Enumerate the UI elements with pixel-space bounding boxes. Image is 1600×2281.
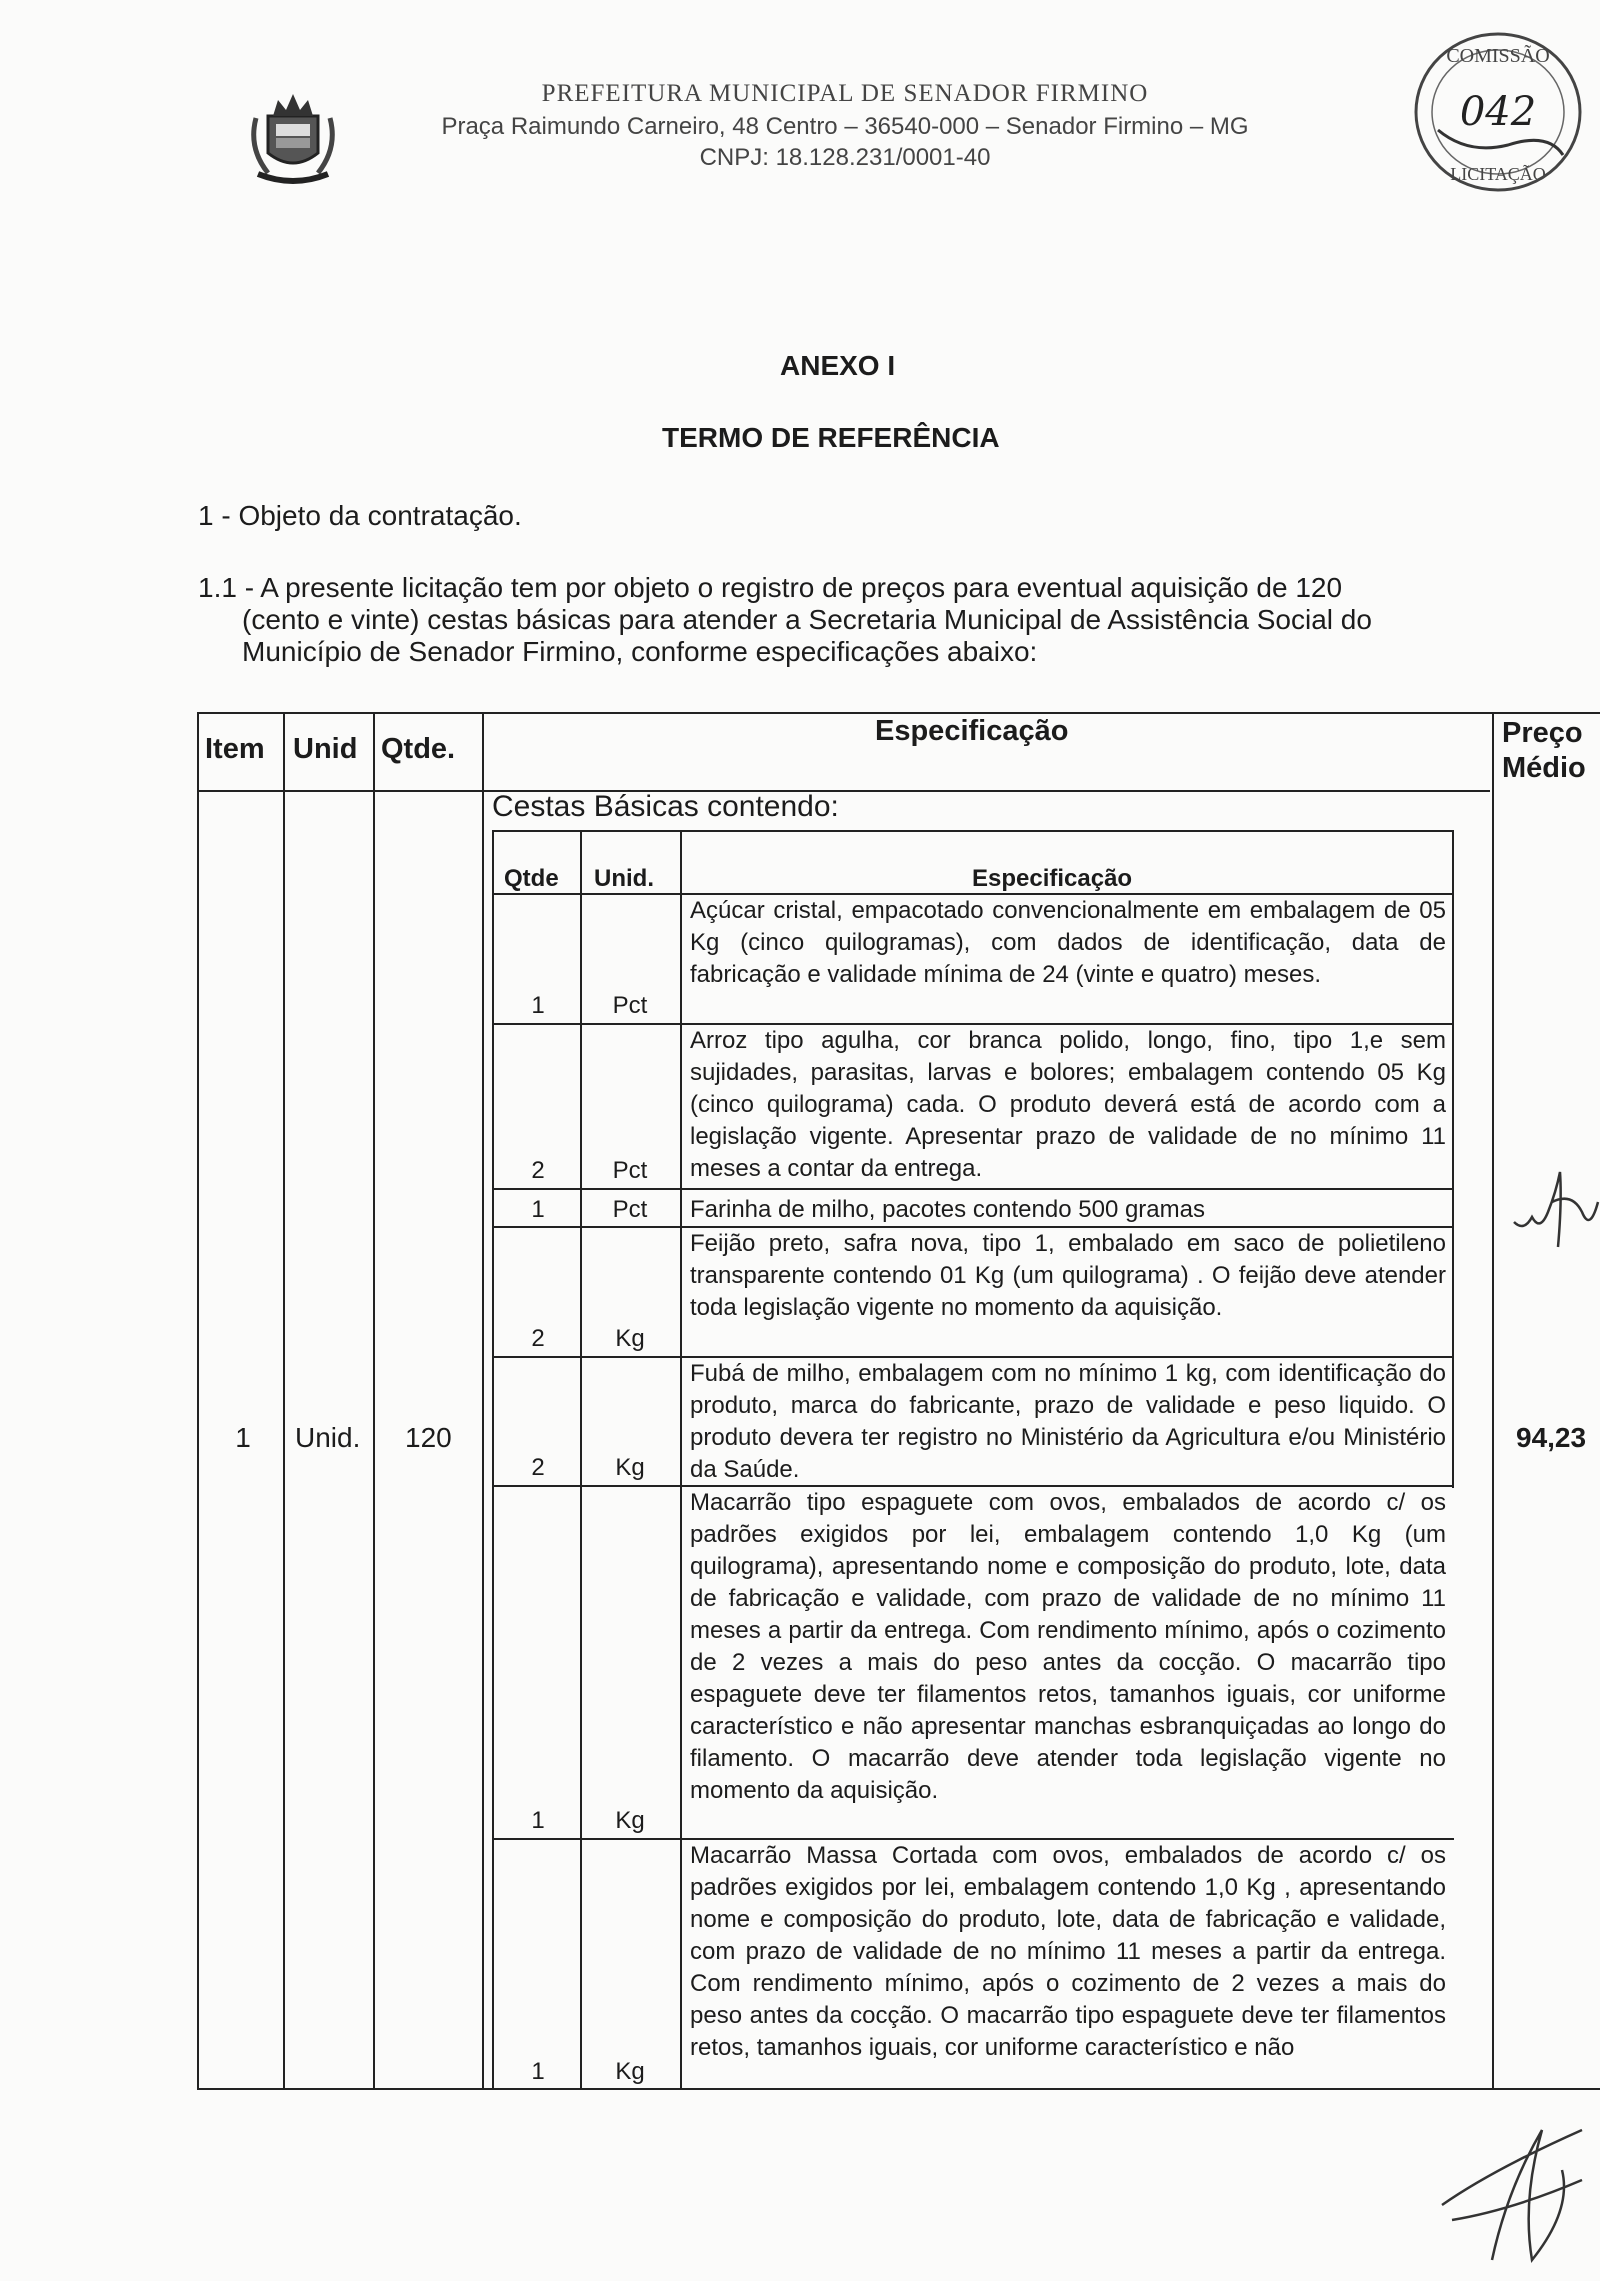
commission-stamp: [1398, 20, 1598, 200]
row-unit: Unid.: [295, 1422, 361, 1453]
annex-title: ANEXO I: [780, 350, 896, 381]
column-header-item: Item: [205, 733, 265, 765]
paragraph-line: 1.1 - A presente licitação tem por objeto o registro de preços para eventual aquisição de 120: [198, 572, 1343, 603]
inner-row-spec: Feijão preto, safra nova, tipo 1, embalado em saco de polietileno transparente contendo 01 Kg (um quilograma) . O feijão deve atender toda legislação vigente no momento da aquisição.: [690, 1230, 1446, 1321]
inner-row-spec: Farinha de milho, pacotes contendo 500 gramas: [690, 1196, 1205, 1223]
seal-bottom-text: LICITAÇÃO: [1450, 164, 1546, 184]
column-header-price-2: Médio: [1502, 752, 1586, 784]
seal-top-text: COMISSÃO: [1446, 45, 1550, 67]
paragraph-line: (cento e vinte) cestas básicas para atender a Secretaria Municipal de Assistência Social do: [242, 604, 1372, 635]
row-item-number: 1: [235, 1422, 251, 1453]
inner-row-quantity: 2: [531, 1454, 545, 1481]
column-header-quantity: Qtde.: [381, 733, 456, 765]
column-header-specification: Especificação: [875, 715, 1069, 747]
handwritten-initials-icon: [1512, 1162, 1600, 1252]
column-header-price: Preço: [1502, 717, 1583, 749]
inner-row-spec: Macarrão tipo espaguete com ovos, embalados de acordo c/ os padrões exigidos por lei, embalagem contendo 1,0 Kg (um quilograma), apresentando nome e composição do produto, lote, data de fabricação e validade, com prazo de validade de no mínimo 11 meses a partir da entrega. Com rendimento mínimo, após o cozimento de 2 vezes a mais do peso antes da cocção. O macarrão tipo espaguete deve ter filamentos retos, tamanhos iguais, cor uniforme característico e não apresentar manchas esbranquiçadas ao longo do filamento. O macarrão deve atender toda legislação vigente no momento da aquisição.: [690, 1489, 1446, 1804]
section-heading: 1 - Objeto da contratação.: [198, 500, 522, 531]
inner-row-spec: Fubá de milho, embalagem com no mínimo 1 kg, com identificação do produto, marca do fabricante, prazo de validade e peso liquido. O produto devera ter registro no Ministério da Agricultura e/ou Ministério da Saúde.: [690, 1360, 1446, 1483]
column-header-unit: Unid: [293, 733, 358, 765]
paragraph-line: Município de Senador Firmino, conforme especificações abaixo:: [242, 636, 1038, 667]
inner-header-unit: Unid.: [594, 865, 654, 892]
basket-title: Cestas Básicas contendo:: [492, 790, 839, 823]
seal-number: 042: [1459, 89, 1537, 135]
inner-row-unit: Pct: [612, 1196, 648, 1223]
inner-header-quantity: Qtde: [504, 865, 559, 892]
municipality-cnpj: CNPJ: 18.128.231/0001-40: [699, 144, 991, 171]
inner-row-quantity: 1: [531, 1807, 545, 1834]
inner-row-spec: Arroz tipo agulha, cor branca polido, longo, fino, tipo 1,e sem sujidades, parasitas, larvas e bolores; embalagem contendo 05 Kg (cinco quilograma) cada. O produto deverá está de acordo com a legislação vigente. Apresentar prazo de validade de no mínimo 11 meses a contar da entrega.: [690, 1027, 1446, 1182]
municipal-crest-icon: [238, 78, 348, 188]
inner-row-quantity: 2: [531, 1325, 545, 1352]
document-title: TERMO DE REFERÊNCIA: [662, 422, 1000, 453]
inner-header-specification: Especificação: [972, 865, 1133, 892]
inner-row-spec: Açúcar cristal, empacotado convencionalmente em embalagem de 05 Kg (cinco quilogramas), com dados de identificação, data de fabricação e validade mínima de 24 (vinte e quatro) meses.: [690, 897, 1446, 988]
handwritten-signature-icon: [1432, 2110, 1592, 2270]
inner-row-quantity: 1: [531, 2058, 545, 2085]
inner-row-unit: Pct: [612, 992, 648, 1019]
inner-row-unit: Kg: [615, 1454, 645, 1481]
row-quantity: 120: [405, 1422, 452, 1453]
municipality-name: PREFEITURA MUNICIPAL DE SENADOR FIRMINO: [541, 80, 1149, 107]
municipality-address: Praça Raimundo Carneiro, 48 Centro – 36540-000 – Senador Firmino – MG: [441, 113, 1249, 140]
inner-row-quantity: 1: [531, 992, 545, 1019]
row-average-price: 94,23: [1516, 1422, 1587, 1453]
inner-row-unit: Kg: [615, 1807, 645, 1834]
inner-row-quantity: 1: [531, 1196, 545, 1223]
inner-row-unit: Kg: [615, 1325, 645, 1352]
inner-row-unit: Pct: [612, 1157, 648, 1184]
inner-row-spec: Macarrão Massa Cortada com ovos, embalados de acordo c/ os padrões exigidos por lei, embalagem contendo 1,0 Kg , apresentando nome e composição do produto, lote, data de fabricação e validade, com prazo de validade de no mínimo 11 meses a partir da entrega. Com rendimento mínimo, após o cozimento de 2 vezes a mais do peso antes da cocção. O macarrão tipo espaguete deve ter filamentos retos, tamanhos iguais, cor uniforme característico e não: [690, 1842, 1446, 2061]
inner-row-unit: Kg: [615, 2058, 645, 2085]
inner-row-quantity: 2: [531, 1157, 545, 1184]
